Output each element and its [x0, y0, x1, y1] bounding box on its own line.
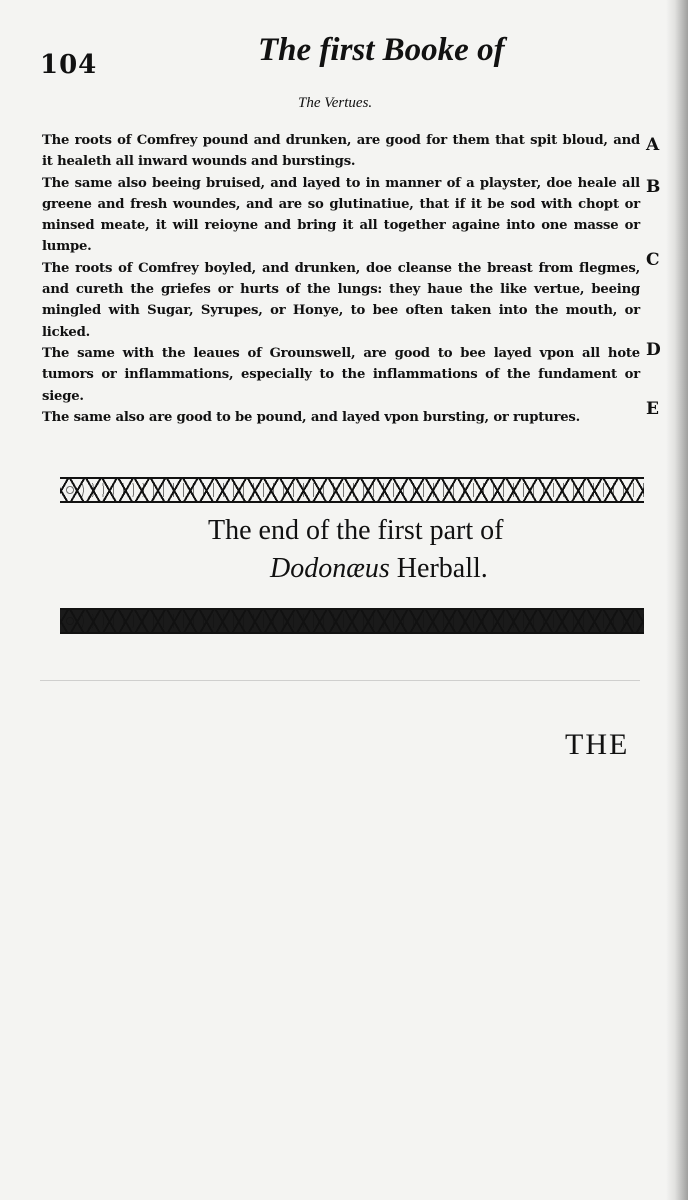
paragraph-4: The same with the leaues of Grounswell, are good to bee layed vpon all hote tumors or inflammations, especially to the inflammations of the fundament or siege.	[42, 345, 640, 404]
ornament-band-bottom	[60, 608, 644, 634]
page-gutter-shadow	[666, 0, 688, 1200]
margin-letter-e: E	[646, 399, 659, 419]
ornament-band-top	[60, 477, 644, 503]
paragraph-1: The roots of Comfrey pound and drunken, are good for them that spit bloud, and it healeth all inward wounds and burstings.	[42, 133, 640, 170]
catchword: THE	[565, 728, 630, 761]
paragraph-2: The same also beeing bruised, and layed to in manner of a playster, doe heale all greene and fresh woundes, and are so glutinatiue, that if it be sod with chopt or minsed meate, it will reioyne and bring it all together againe into one masse or lumpe.	[42, 175, 640, 255]
colophon-line-1: The end of the first part of	[208, 515, 504, 546]
bleed-through-rule	[40, 680, 640, 681]
paragraph-3: The roots of Comfrey boyled, and drunken, doe cleanse the breast from flegmes, and cureth the griefes or hurts of the lungs: they haue the like vertue, beeing mingled with Sugar, Syrupes, or Honye, to bee often taken into the mouth, or licked.	[42, 260, 640, 340]
body-text	[42, 130, 640, 428]
colophon-author: Dodonæus	[270, 553, 390, 584]
margin-letter-b: B	[646, 177, 661, 197]
section-title: The Vertues.	[298, 95, 373, 111]
margin-letter-c: C	[646, 250, 660, 270]
margin-letter-d: D	[646, 340, 661, 360]
colophon-herball: Herball.	[389, 553, 488, 584]
running-head: The first Booke of	[258, 32, 505, 68]
paragraph-5: The same also are good to be pound, and layed vpon bursting, or ruptures.	[42, 409, 581, 425]
margin-letter-a: A	[646, 135, 660, 155]
page-number: 104	[40, 50, 98, 80]
colophon-line-2	[270, 553, 488, 585]
